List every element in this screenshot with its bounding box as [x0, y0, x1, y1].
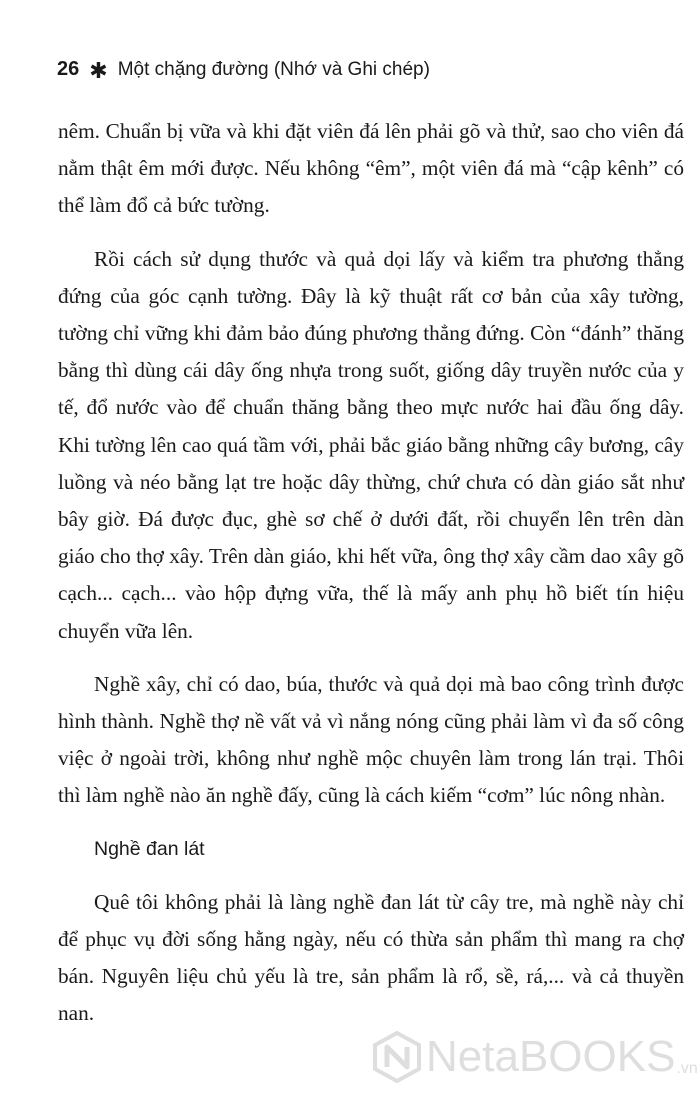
running-header [57, 58, 430, 81]
book-title: Một chặng đường (Nhớ và Ghi chép) [117, 58, 430, 80]
paragraph: Quê tôi không phải là làng nghề đan lát từ cây tre, mà nghề này chỉ để phục vụ đời sống hằng ngày, nếu có thừa sản phẩm thì mang ra chợ bán. Nguyên liệu chủ yếu là tre, sản phẩm là rổ, sề, rá,... và cả thuyền nan. [58, 889, 684, 1026]
paragraph: nêm. Chuẩn bị vữa và khi đặt viên đá lên phải gõ và thử, sao cho viên đá nằm thật êm mới được. Nếu không “êm”, một viên đá mà “cập kênh” có thể làm đổ cả bức tường. [58, 119, 684, 218]
watermark [372, 1031, 698, 1083]
paragraph: Rồi cách sử dụng thước và quả dọi lấy và kiểm tra phương thẳng đứng của góc cạnh tường. Đây là kỹ thuật rất cơ bản của xây tường, tường chỉ vững khi đảm bảo đúng phương thẳng đứng. Còn “đánh” thăng bằng thì dùng cái dây ống nhựa trong suốt, giống dây truyền nước của y tế, đổ nước vào để chuẩn thăng bằng theo mực nước hai đầu ống dây. Khi tường lên cao quá tầm với, phải bắc giáo bằng những cây bương, cây luồng và néo bằng lạt tre hoặc dây thừng, chứ chưa có dàn giáo sắt như bây giờ. Đá được đục, ghè sơ chế ở dưới đất, rồi chuyển lên trên dàn giáo cho thợ xây. Trên dàn giáo, khi hết vữa, ông thợ xây cầm dao xây gõ cạch... cạch... vào hộp đựng vữa, thế là mấy anh phụ hồ biết tín hiệu chuyển vữa lên. [58, 246, 684, 643]
asterisk-icon: ✱ [89, 57, 108, 83]
body-text [58, 113, 684, 1048]
watermark-suffix: .vn [676, 1060, 698, 1077]
watermark-name: NetaBOOKS [426, 1032, 676, 1081]
n-logo-icon [372, 1031, 422, 1083]
section-subheading: Nghề đan lát [94, 837, 205, 860]
paragraph: Nghề xây, chỉ có dao, búa, thước và quả dọi mà bao công trình được hình thành. Nghề thợ nề vất vả vì nắng nóng cũng phải làm vì đa số công việc ở ngoài trời, không như nghề mộc chuyên làm trong lán trại. Thôi thì làm nghề nào ăn nghề đấy, cũng là cách kiếm “cơm” lúc nông nhàn. [58, 671, 684, 808]
page-number: 26 [57, 58, 80, 80]
